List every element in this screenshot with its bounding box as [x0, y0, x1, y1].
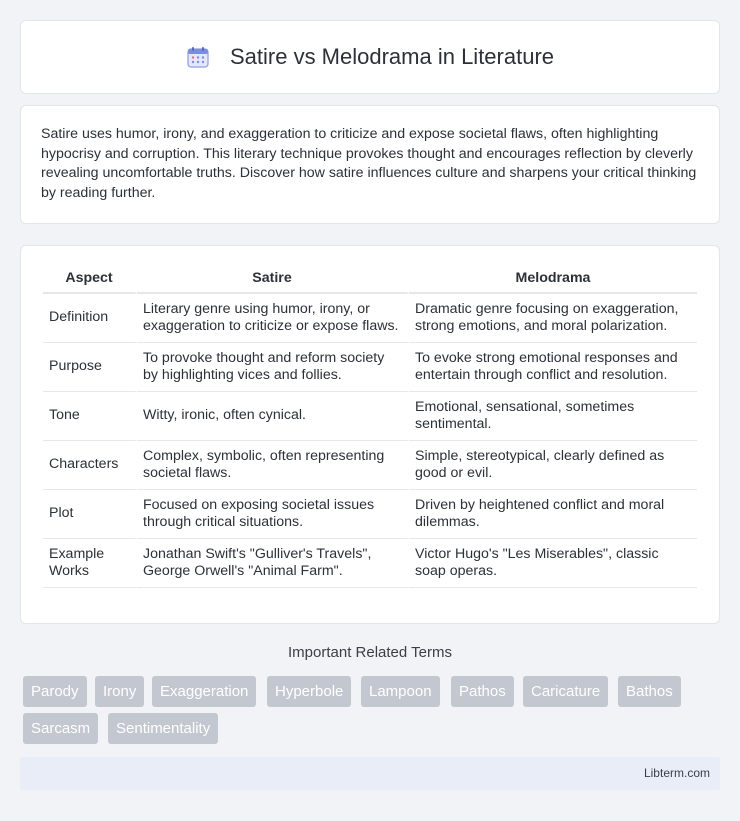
table-row: [43, 441, 697, 490]
row-melodrama: Victor Hugo's "Les Miserables", classic soap operas.: [409, 539, 697, 588]
row-aspect: Characters: [43, 441, 137, 490]
tag-pathos[interactable]: Pathos: [451, 676, 514, 707]
footer-site-link[interactable]: Libterm.com: [643, 766, 710, 780]
row-aspect: Definition: [43, 294, 137, 343]
row-satire: Witty, ironic, often cynical.: [137, 392, 409, 441]
row-satire: Focused on exposing societal issues through critical situations.: [137, 490, 409, 539]
calendar-icon: [186, 45, 210, 69]
tag-exaggeration[interactable]: Exaggeration: [152, 676, 256, 707]
row-satire: Complex, symbolic, often representing societal flaws.: [137, 441, 409, 490]
tag-sentimentality[interactable]: Sentimentality: [108, 713, 218, 744]
tag-caricature[interactable]: Caricature: [523, 676, 608, 707]
row-aspect: Purpose: [43, 343, 137, 392]
footer: [20, 757, 720, 790]
tag-parody[interactable]: Parody: [23, 676, 87, 707]
intro-paragraph: Satire uses humor, irony, and exaggeration to criticize and expose societal flaws, often highlighting hypocrisy and corruption. This literary technique provokes thought and encourages reflection by cleverly revealing uncomfortable truths. Discover how satire influences culture and sharpens your critical thinking by reading further.: [41, 126, 697, 201]
page-title: Satire vs Melodrama in Literature: [229, 44, 555, 69]
tag-hyperbole[interactable]: Hyperbole: [267, 676, 351, 707]
row-aspect: Example Works: [43, 539, 137, 588]
tag-lampoon[interactable]: Lampoon: [361, 676, 440, 707]
comparison-table: [43, 264, 697, 588]
table-row: [43, 294, 697, 343]
header-melodrama: Melodrama: [409, 264, 697, 294]
header-aspect: Aspect: [43, 264, 137, 294]
tag-sarcasm[interactable]: Sarcasm: [23, 713, 98, 744]
header-satire: Satire: [137, 264, 409, 294]
row-aspect: Tone: [43, 392, 137, 441]
table-row: [43, 490, 697, 539]
row-melodrama: Dramatic genre focusing on exaggeration, strong emotions, and moral polarization.: [409, 294, 697, 343]
row-satire: To provoke thought and reform society by highlighting vices and follies.: [137, 343, 409, 392]
tag-irony[interactable]: Irony: [95, 676, 144, 707]
table-row: [43, 392, 697, 441]
title-card: [20, 20, 720, 94]
row-melodrama: To evoke strong emotional responses and entertain through conflict and resolution.: [409, 343, 697, 392]
table-row: [43, 539, 697, 588]
intro-card: [20, 105, 720, 224]
row-satire: Jonathan Swift's "Gulliver's Travels", George Orwell's "Animal Farm".: [137, 539, 409, 588]
related-terms-heading: Important Related Terms: [288, 644, 452, 661]
comparison-card: [20, 245, 720, 624]
row-aspect: Plot: [43, 490, 137, 539]
tag-bathos[interactable]: Bathos: [618, 676, 681, 707]
row-melodrama: Emotional, sensational, sometimes sentimental.: [409, 392, 697, 441]
table-header-row: [43, 264, 697, 294]
row-melodrama: Simple, stereotypical, clearly defined as good or evil.: [409, 441, 697, 490]
table-row: [43, 343, 697, 392]
row-satire: Literary genre using humor, irony, or exaggeration to criticize or expose flaws.: [137, 294, 409, 343]
row-melodrama: Driven by heightened conflict and moral dilemmas.: [409, 490, 697, 539]
